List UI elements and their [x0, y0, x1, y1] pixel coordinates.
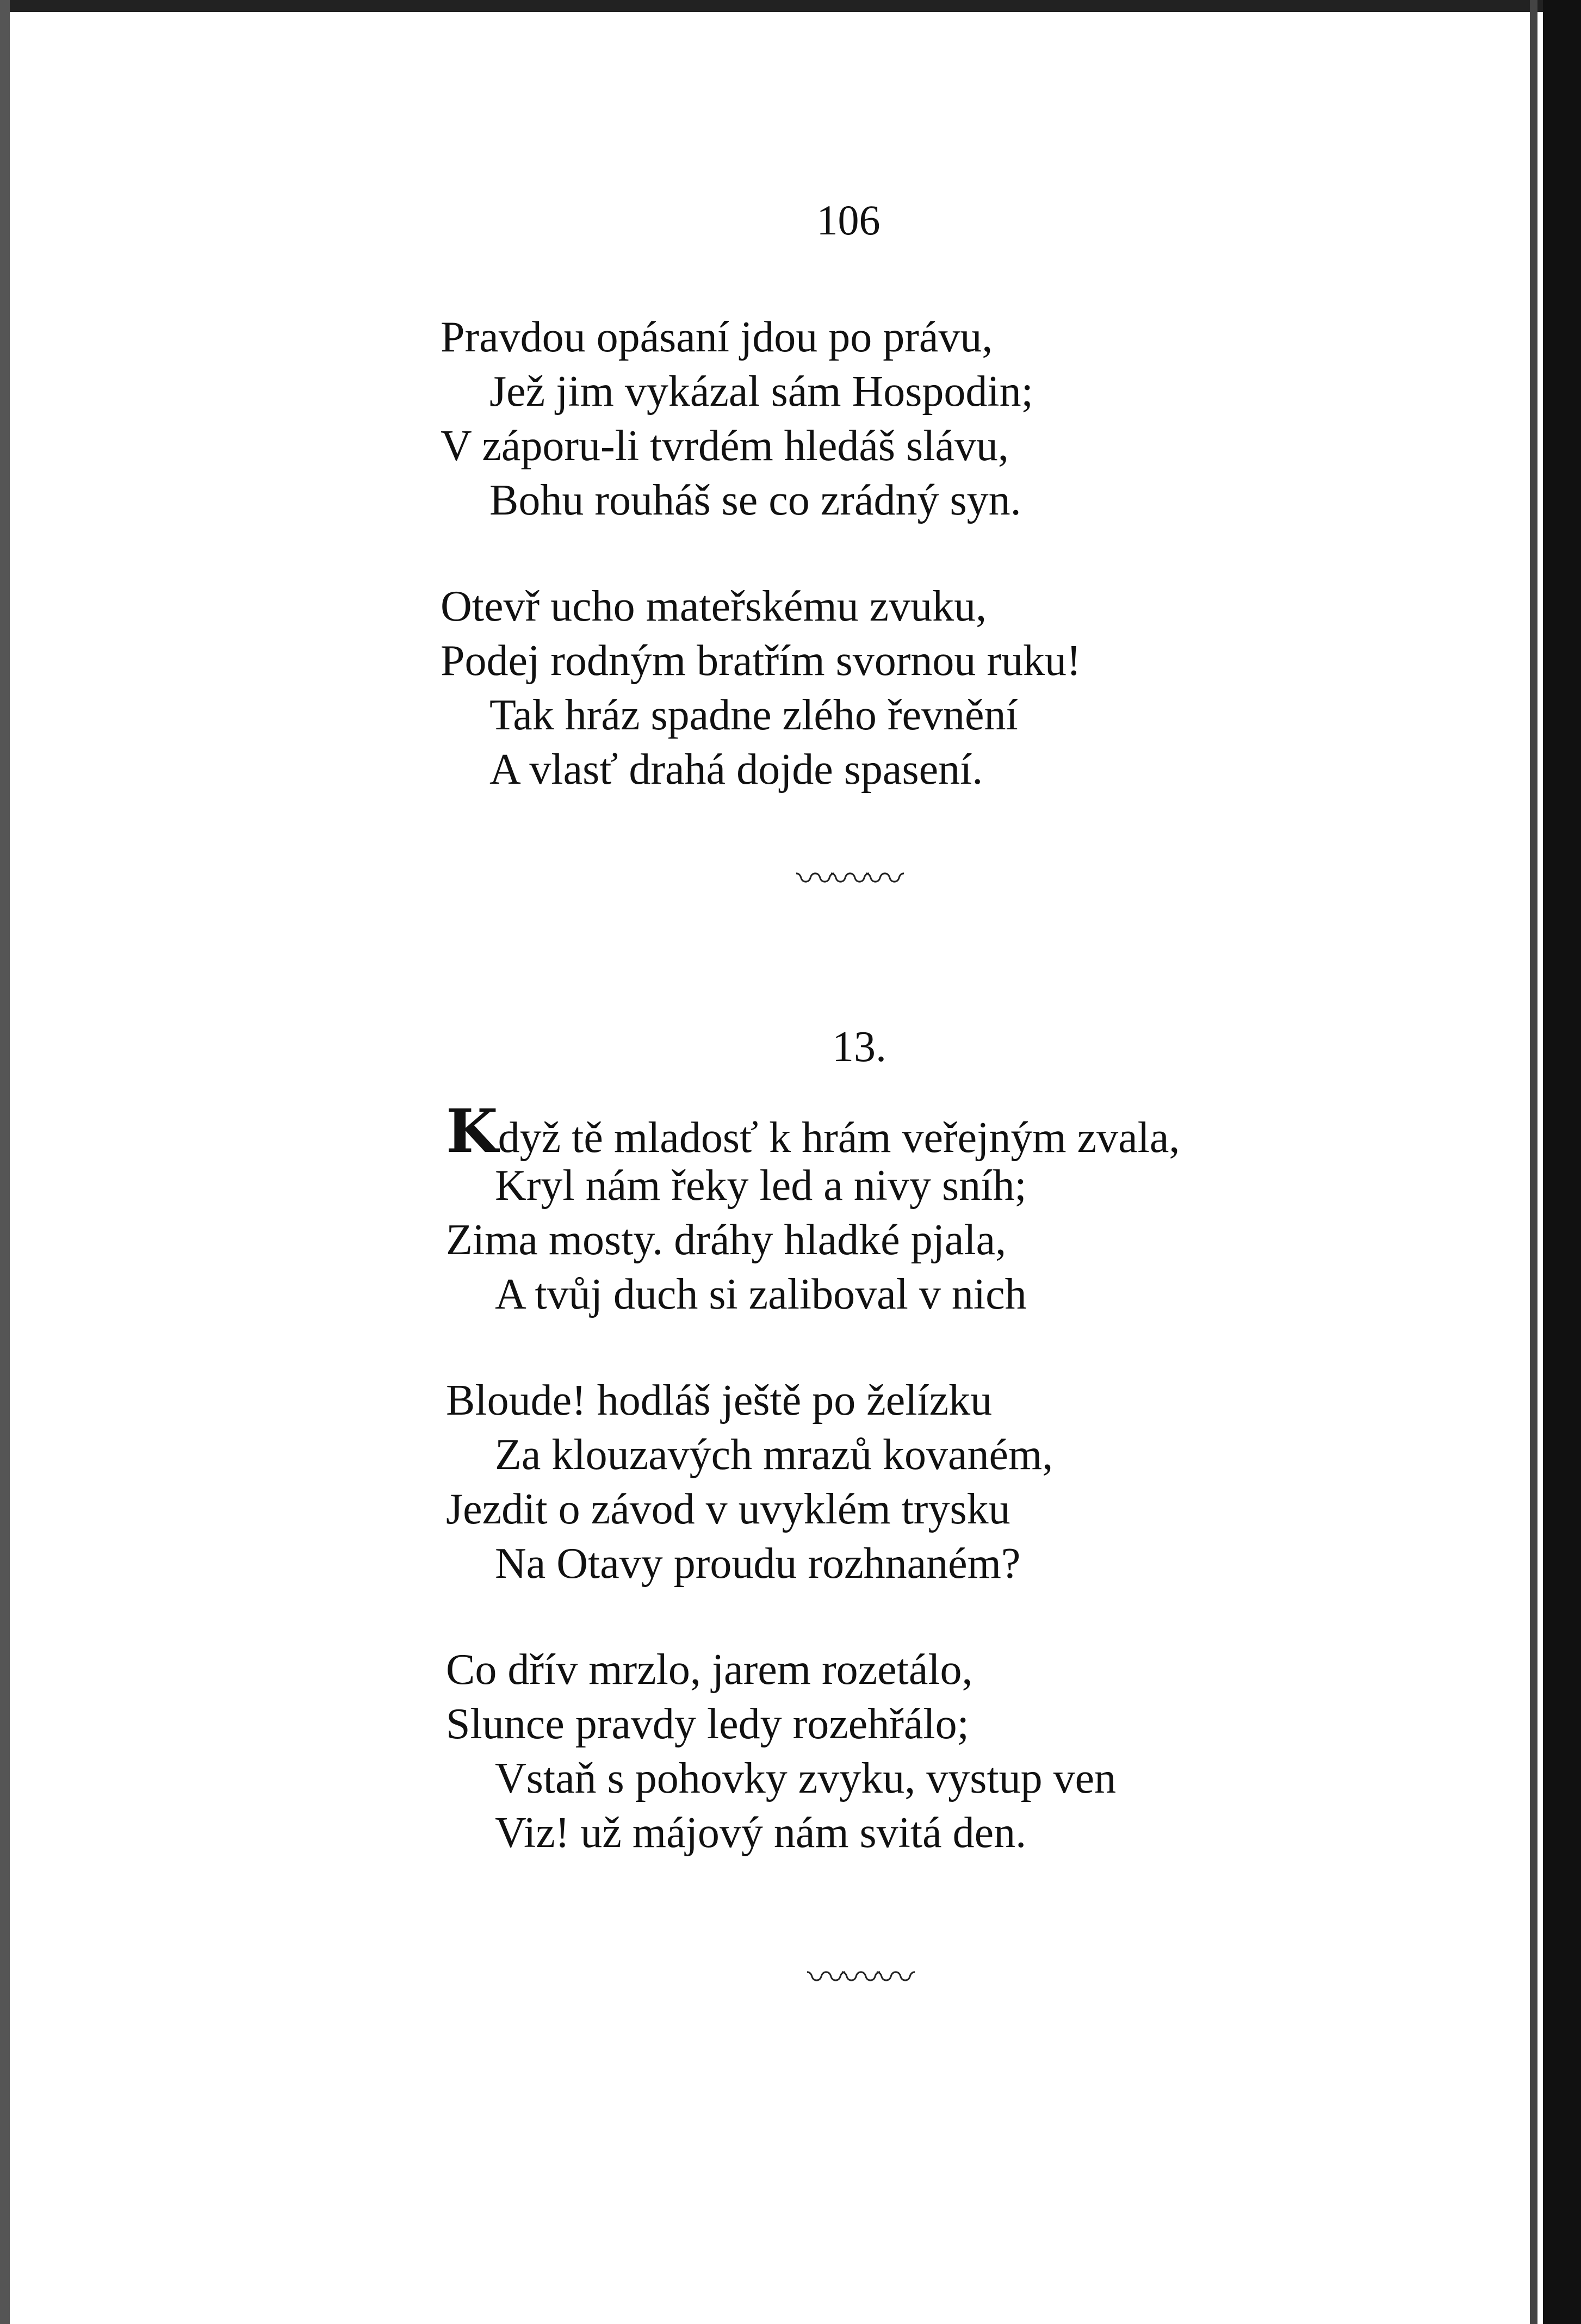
verse-line: Vstaň s pohovky zvyku, vystup ven — [495, 1755, 1117, 1802]
verse-line-first — [446, 1096, 1262, 1166]
stanza — [446, 1373, 1262, 1591]
stanza — [441, 579, 1256, 797]
verse-line: Tak hráz spadne zlého řevnění — [489, 691, 1018, 739]
scan-edge-right — [1543, 0, 1581, 2324]
verse-line: Jezdit o závod v uvyklém trysku — [446, 1485, 1010, 1533]
verse-line: Pravdou opásaní jdou po právu, — [441, 313, 993, 361]
poem-continuation — [441, 310, 1256, 797]
verse-line: Co dřív mrzlo, jarem rozetálo, — [446, 1646, 973, 1694]
scan-edge-right-inner — [1530, 0, 1537, 2324]
verse-line: A vlasť drahá dojde spasení. — [489, 746, 983, 794]
verse-line: V záporu-li tvrdém hledáš slávu, — [441, 422, 1009, 470]
verse-line: Jež jim vykázal sám Hospodin; — [489, 368, 1033, 416]
verse-line: Kryl nám řeky led a nivy sníh; — [495, 1162, 1027, 1210]
scan-edge-top — [0, 0, 1581, 12]
verse-line: Na Otavy proudu rozhnaném? — [495, 1540, 1021, 1588]
drop-cap: K — [446, 1096, 498, 1166]
verse-line: Podej rodným bratřím svornou ruku! — [441, 637, 1081, 685]
verse-line: A tvůj duch si zaliboval v nich — [495, 1271, 1027, 1318]
stanza — [441, 310, 1256, 528]
stanza — [446, 1643, 1262, 1860]
verse-line: Slunce pravdy ledy rozehřálo; — [446, 1700, 969, 1748]
poem-13 — [446, 1096, 1262, 1860]
scan-edge-left — [0, 0, 10, 2324]
verse-line: Bloude! hodláš ještě po želízku — [446, 1377, 993, 1424]
first-line-rest: dyž tě mladosť k hrám veřejným zvala, — [498, 1114, 1180, 1162]
verse-line: Otevř ucho mateřskému zvuku, — [441, 582, 987, 630]
verse-line: Viz! už májový nám svitá den. — [495, 1809, 1027, 1857]
ornament-divider: 〰〰〰 — [796, 857, 901, 901]
stanza — [446, 1096, 1262, 1322]
verse-line: Zima mosty. dráhy hladké pjala, — [446, 1216, 1007, 1264]
page-number: 106 — [816, 196, 881, 244]
ornament-divider-end: 〰〰〰 — [807, 1955, 912, 2000]
verse-line: Za klouzavých mrazů kovaném, — [495, 1431, 1053, 1479]
section-number: 13. — [832, 1023, 886, 1071]
verse-line: Bohu rouháš se co zrádný syn. — [489, 476, 1021, 524]
